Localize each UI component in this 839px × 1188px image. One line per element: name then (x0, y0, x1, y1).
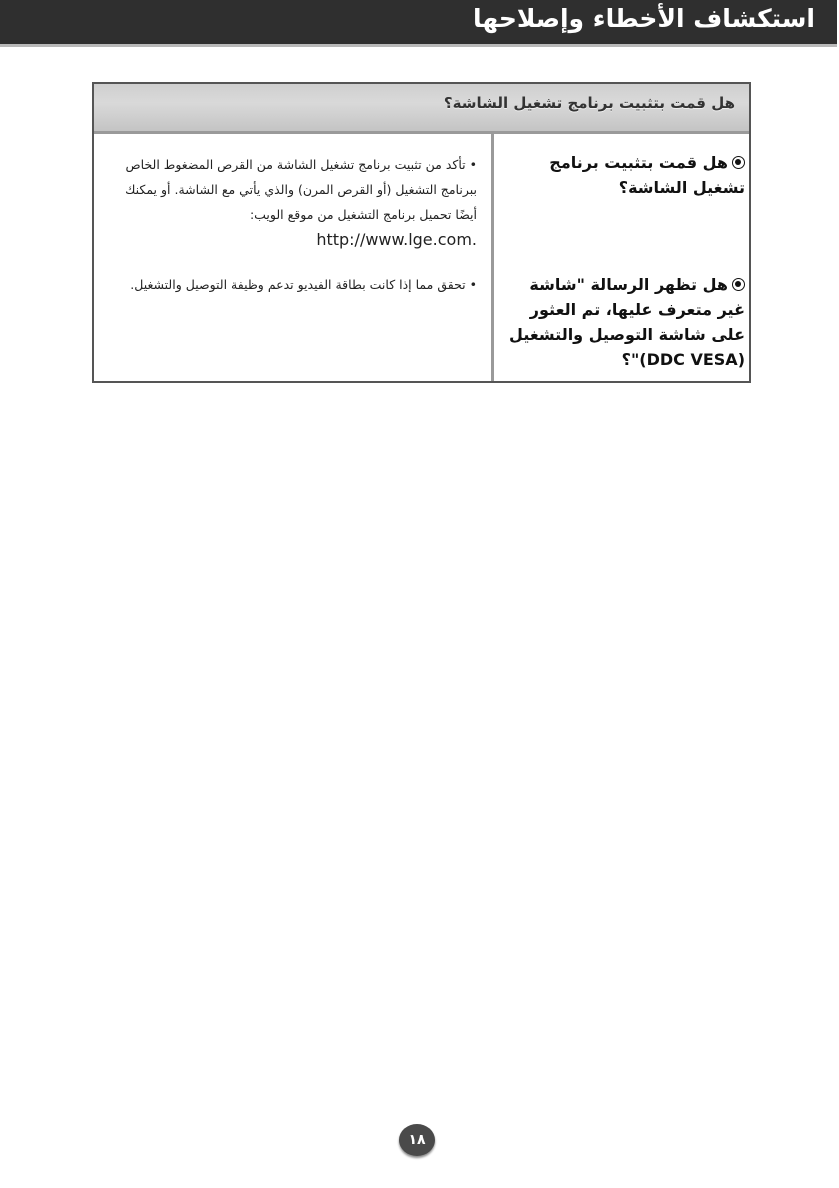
question-2-end: )"؟ (621, 350, 647, 369)
question-1 (499, 150, 745, 200)
radio-bullet-icon (732, 156, 745, 169)
radio-bullet-icon (732, 278, 745, 291)
question-2-latin: DDC VESA (646, 350, 738, 369)
question-1-text: هل قمت بتثبيت برنامج تشغيل الشاشة؟ (549, 153, 745, 197)
table-heading-bar (94, 84, 749, 134)
question-2-text: هل تظهر الرسالة "شاشة غير متعرف عليها، تم العثور على شاشة التوصيل والتشغيل ( (509, 275, 745, 369)
bullet-dot-icon: • (469, 277, 477, 292)
answer-1-url: http://www.lge.com. (316, 230, 477, 249)
answer-2 (117, 272, 477, 297)
answer-1 (117, 152, 477, 253)
header-bar (0, 0, 837, 47)
troubleshooting-table (92, 82, 751, 383)
answer-2-text: تحقق مما إذا كانت بطاقة الفيديو تدعم وظيفة التوصيل والتشغيل. (130, 277, 466, 292)
table-heading: هل قمت بتثبيت برنامج تشغيل الشاشة؟ (443, 94, 735, 112)
question-2 (499, 272, 745, 372)
answer-1-text: تأكد من تثبيت برنامج تشغيل الشاشة من القرص المضغوط الخاص ببرنامج التشغيل (أو القرص المرن) والذي يأتي مع الشاشة. أو يمكنك أيضًا تحميل برنامج التشغيل من موقع الويب: (125, 157, 477, 222)
page-number: ١٨ (399, 1124, 435, 1156)
column-divider (491, 131, 494, 381)
page-title: استكشاف الأخطاء وإصلاحها (472, 4, 815, 33)
bullet-dot-icon: • (469, 157, 477, 172)
